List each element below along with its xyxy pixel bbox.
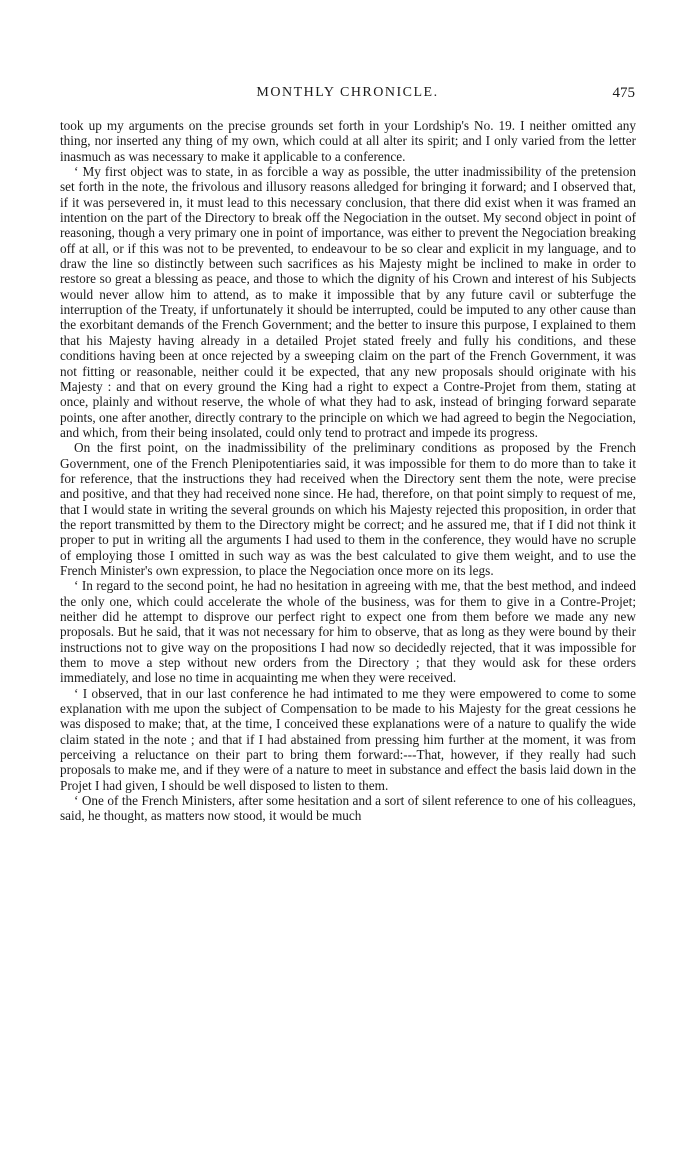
running-head: MONTHLY CHRONICLE. bbox=[256, 85, 439, 100]
paragraph-6: ‘ One of the French Ministers, after some hesitation and a sort of silent reference to one of his colleagues, said, he thought, as matters now stood, it would be much bbox=[60, 793, 636, 824]
paragraph-1: took up my arguments on the precise grounds set forth in your Lordship's No. 19. I neither omitted any thing, nor inserted any thing of my own, which could at all alter its spirit; and I only varied from the letter inasmuch as was necessary to make it applicable to a conference. bbox=[60, 118, 636, 164]
paragraph-4: ‘ In regard to the second point, he had no hesitation in agreeing with me, that the best method, and indeed the only one, which could accelerate the whole of the business, was for them to give in a Contre-Projet; neither did he attempt to disprove our perfect right to expect one from them before we made any new proposals. But he said, that it was not necessary for him to observe, that as long as they were bound by their instructions not to give way on the propositions I had now so decidedly rejected, that it was impossible for them to move a step without new orders from the Directory ; that they would ask for these orders immediately, and lose no time in acquainting me when they were received. bbox=[60, 578, 636, 686]
page-number: 475 bbox=[612, 85, 635, 101]
paragraph-3: On the first point, on the inadmissibility of the preliminary conditions as proposed by the French Government, one of the French Plenipotentiaries said, it was impossible for them to do more than to take it for reference, that the instructions they had received when the Directory sent them the note, were precise and positive, and that they had received none since. He had, therefore, on that point simply to request of me, that I would state in writing the several grounds on which his Majesty rejected this proposition, in order that the report transmitted by them to the Directory might be correct; and he assured me, that if I did not think it proper to put in writing all the arguments I had used to them in the conference, they would have no scruple of employing those I omitted in such way as was the best calculated to give them weight, and to use the French Minister's own expression, to place the Negociation once more on its legs. bbox=[60, 440, 636, 578]
paragraph-2: ‘ My first object was to state, in as forcible a way as possible, the utter inadmissibility of the pretension set forth in the note, the frivolous and illusory reasons alledged for bringing it forward; and I observed that, if it was persevered in, it must lead to this necessary conclusion, that there did exist when it was framed an intention on the part of the Directory to break off the Negociation in the outset. My second object in point of reasoning, though a very primary one in point of importance, was either to prevent the Negociation breaking off at all, or if this was not to be prevented, to endeavour to be so clear and explicit in my language, and to draw the line so distinctly between such sacrifices as his Majesty might be inclined to make in order to restore so great a blessing as peace, and those to which the dignity of his Crown and interest of his Subjects would never allow him to attend, as to make it impossible that by any future cavil or subterfuge the interruption of the Treaty, if unfortunately it should be interrupted, could be imputed to any other cause than the exorbitant demands of the French Government; and the better to insure this purpose, I explained to them that his Majesty having already in a detailed Projet stated freely and fully his conditions, and these conditions having been at once rejected by a sweeping claim on the part of the French Government, it was not fitting or reasonable, neither could it be expected, that any new proposals should originate with his Majesty : and that on every ground the King had a right to expect a Contre-Projet from them, stating at once, plainly and without reserve, the whole of what they had to ask, instead of bringing forward separate points, one after another, directly contrary to the principle on which we had agreed to begin the Negociation, and which, from their being insolated, could only tend to protract and impede its progress. bbox=[60, 164, 636, 440]
body-text bbox=[60, 118, 636, 1138]
page-header bbox=[60, 85, 635, 107]
paragraph-5: ‘ I observed, that in our last conference he had intimated to me they were empowered to come to some explanation with me upon the subject of Compensation to be made to his Majesty for the great cessions he was disposed to make; that, at the time, I conceived these explanations were of a nature to qualify the wide claim stated in the note ; and that if I had abstained from pressing him further at the moment, it was from perceiving a reluctance on their part to bring them forward:---That, however, if they really had such proposals to make me, and if they were of a nature to meet in substance and effect the basis laid down in the Projet I had given, I should be well disposed to listen to them. bbox=[60, 685, 636, 793]
